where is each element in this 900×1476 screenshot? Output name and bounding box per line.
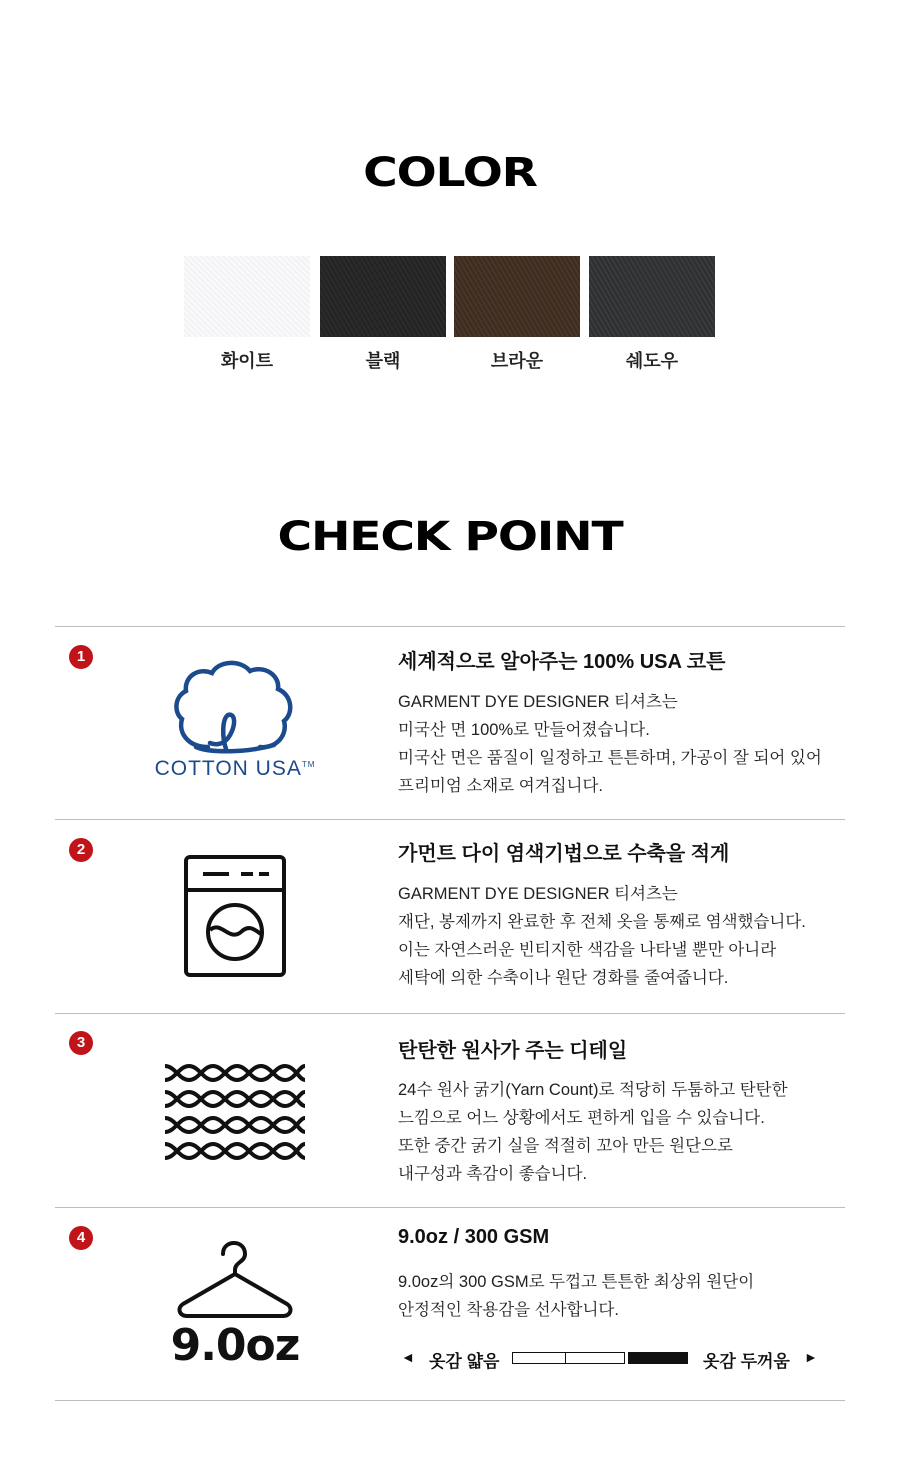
check-point-title: CHECK POINT <box>277 514 623 560</box>
swatch-name: 브라운 <box>490 351 544 371</box>
hanger-weight-wrap <box>150 1240 320 1371</box>
swatch-chip <box>320 256 446 337</box>
cotton-usa-label: COTTON USA™ <box>154 757 316 780</box>
description-line: 프리미엄 소재로 여겨집니다. <box>398 777 604 795</box>
point-title: 세계적으로 알아주는 100% USA 코튼 <box>398 651 726 673</box>
number-badge: 3 <box>69 1031 93 1055</box>
swatch-white[interactable] <box>184 256 310 373</box>
check-point-1 <box>55 627 845 819</box>
description-line: 9.0oz의 300 GSM로 두껍고 튼튼한 최상위 원단이 <box>398 1273 755 1291</box>
swatch-brown[interactable] <box>454 256 580 373</box>
description-line: 재단, 봉제까지 완료한 후 전체 옷을 통째로 염색했습니다. <box>398 913 806 931</box>
swatch-chip <box>184 256 310 337</box>
swatch-name: 블랙 <box>365 351 401 371</box>
thickness-scale <box>345 1347 818 1371</box>
cotton-usa-icon <box>170 657 300 757</box>
left-arrow-icon: ◄ <box>401 1349 415 1365</box>
color-swatch-list <box>184 256 716 371</box>
scale-level-2 <box>565 1352 625 1364</box>
point-title: 가먼트 다이 염색기법으로 수축을 적게 <box>398 843 730 865</box>
number-badge: 2 <box>69 838 93 862</box>
washing-machine-icon <box>183 854 287 978</box>
swatch-chip <box>589 256 715 337</box>
swatch-name: 화이트 <box>220 351 274 371</box>
number-badge: 4 <box>69 1226 93 1250</box>
hanger-icon <box>175 1240 295 1320</box>
description-line: 24수 원사 굵기(Yarn Count)로 적당히 두툼하고 탄탄한 <box>398 1081 788 1099</box>
scale-level-1 <box>512 1352 572 1364</box>
point-title: 9.0oz / 300 GSM <box>398 1226 550 1248</box>
point-description <box>398 880 806 992</box>
point-description <box>398 688 822 800</box>
swatch-chip <box>454 256 580 337</box>
scale-level-3 <box>628 1352 688 1364</box>
color-section-title: COLOR <box>363 150 537 196</box>
check-point-3 <box>55 1014 845 1207</box>
swatch-shadow[interactable] <box>589 256 715 373</box>
description-line: 내구성과 촉감이 좋습니다. <box>398 1165 588 1183</box>
swatch-name: 쉐도우 <box>625 351 679 371</box>
description-line: 느낌으로 어느 상황에서도 편하게 입을 수 있습니다. <box>398 1109 765 1127</box>
divider <box>55 1400 845 1401</box>
description-line: 또한 중간 굵기 실을 적절히 꼬아 만든 원단으로 <box>398 1137 733 1155</box>
point-description <box>398 1076 788 1188</box>
description-line: 세탁에 의한 수축이나 원단 경화를 줄여줍니다. <box>398 969 729 987</box>
washing-machine-wrap <box>150 854 320 978</box>
point-description <box>398 1268 754 1324</box>
description-line: 미국산 면은 품질이 일정하고 튼튼하며, 가공이 잘 되어 있어 <box>398 749 822 767</box>
description-line: GARMENT DYE DESIGNER 티셔츠는 <box>398 885 678 903</box>
thick-label: 옷감 두꺼움 <box>703 1352 790 1371</box>
check-point-2 <box>55 820 845 1013</box>
yarn-twist-wrap <box>150 1060 320 1164</box>
description-line: 이는 자연스러운 빈티지한 색감을 나타낼 뿐만 아니라 <box>398 941 777 959</box>
cotton-usa-logo <box>150 657 320 781</box>
right-arrow-icon: ► <box>804 1349 818 1365</box>
swatch-black[interactable] <box>320 256 446 373</box>
description-line: GARMENT DYE DESIGNER 티셔츠는 <box>398 693 678 711</box>
description-line: 안정적인 착용감을 선사합니다. <box>398 1301 619 1319</box>
yarn-twist-icon <box>163 1060 307 1164</box>
weight-label: 9.0oz <box>170 1320 300 1371</box>
point-title: 탄탄한 원사가 주는 디테일 <box>398 1040 628 1062</box>
description-line: 미국산 면 100%로 만들어졌습니다. <box>398 721 650 739</box>
thin-label: 옷감 얇음 <box>429 1352 500 1371</box>
number-badge: 1 <box>69 645 93 669</box>
